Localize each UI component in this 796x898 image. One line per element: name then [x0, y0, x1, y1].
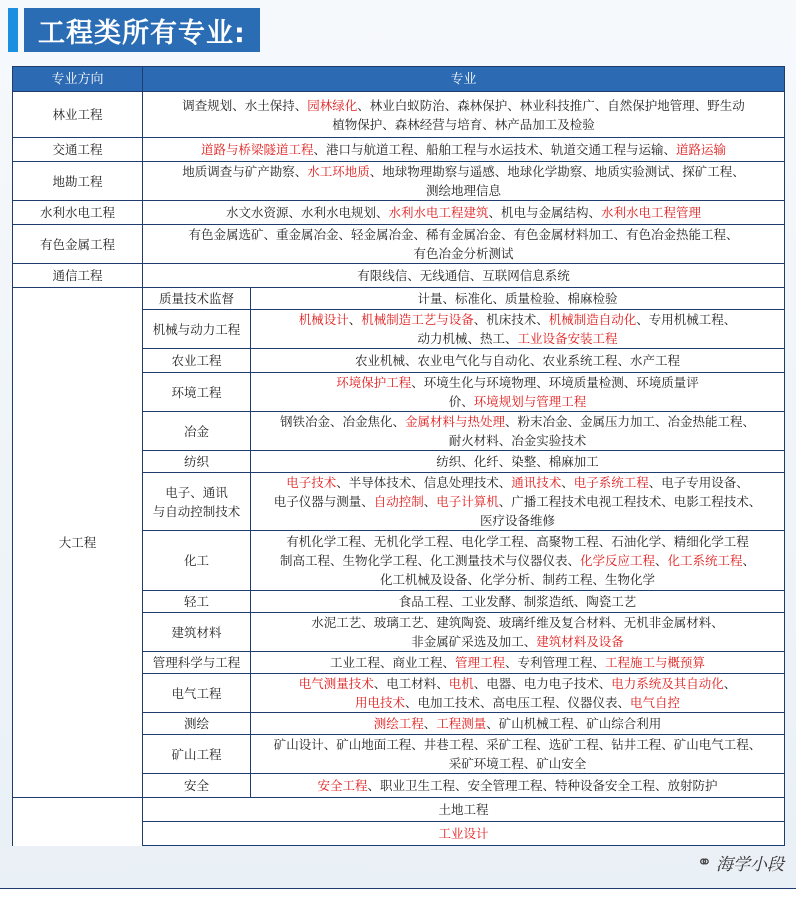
table-row [13, 288, 785, 310]
watermark-text: 海学小段 [716, 855, 784, 875]
major-text: 测绘地理信息 [426, 183, 502, 198]
major-text: 、 [723, 676, 737, 691]
sub-direction-label: 建筑材料 [171, 624, 222, 640]
sub-direction-cell [143, 652, 251, 674]
majors-cell [143, 162, 785, 201]
highlighted-major: 水利水电工程管理 [601, 205, 702, 220]
major-text: 水泥工艺、玻璃工艺、建筑陶瓷、玻璃纤维及复合材料、无机非金属材料、 [311, 615, 724, 630]
majors-cell [251, 774, 785, 798]
major-text: 采矿环境工程、矿山安全 [448, 756, 587, 771]
majors-cell [251, 735, 785, 774]
major-text: 有限线信、无线通信、互联网信息系统 [357, 268, 570, 283]
direction-cell: 地勘工程 [13, 162, 143, 201]
table-row [13, 201, 785, 225]
major-text: 钢铁冶金、冶金焦化、 [279, 414, 405, 429]
major-text: 、半导体技术、信息处理技术、 [336, 475, 512, 490]
majors-cell [251, 652, 785, 674]
highlighted-major: 电力系统及其自动化 [611, 676, 724, 691]
sub-direction-cell [143, 613, 251, 652]
highlighted-major: 电子技术 [286, 475, 337, 490]
direction-cell: 有色金属工程 [13, 225, 143, 264]
highlighted-major: 道路运输 [676, 142, 727, 157]
major-text: 、机电与金属结构、 [488, 205, 602, 220]
majors-cell [143, 264, 785, 288]
major-text: 、地球物理勘察与遥感、地球化学勘察、地质实验测试、探矿工程、 [369, 164, 745, 179]
majors-cell [251, 288, 785, 310]
major-text: 、机床技术、 [473, 312, 549, 327]
majors-cell [251, 451, 785, 473]
direction-cell: 交通工程 [13, 138, 143, 162]
wechat-icon: ⚭ [696, 852, 712, 873]
major-text: 、专用机械工程、 [636, 312, 737, 327]
highlighted-major: 环境规划与管理工程 [473, 394, 587, 409]
major-text: 矿山设计、矿山地面工程、井巷工程、采矿工程、选矿工程、钻井工程、矿山电气工程、 [273, 737, 762, 752]
major-table [12, 66, 785, 846]
table-row [13, 138, 785, 162]
highlighted-major: 通讯技术 [511, 475, 562, 490]
majors-cell [143, 822, 785, 846]
highlighted-major: 安全工程 [317, 778, 368, 793]
majors-cell [143, 201, 785, 225]
highlighted-major: 机械制造工艺与设备 [361, 312, 474, 327]
sub-direction-cell [143, 412, 251, 451]
sub-direction-label: 机械与动力工程 [152, 321, 241, 337]
direction-cell: 水利水电工程 [13, 201, 143, 225]
highlighted-major: 电气自控 [630, 695, 681, 710]
highlighted-major: 工程施工与概预算 [605, 655, 706, 670]
highlighted-major: 水利水电工程建筑 [388, 205, 489, 220]
sub-direction-label: 化工 [183, 553, 209, 568]
sub-direction-cell [143, 774, 251, 798]
highlighted-major: 电子系统工程 [573, 475, 649, 490]
sub-direction-cell [143, 349, 251, 373]
highlighted-major: 电气测量技术 [298, 676, 374, 691]
header-direction: 专业方向 [13, 67, 143, 92]
sub-direction-label: 管理科学与工程 [152, 655, 241, 670]
major-text: 纺织、化纤、染整、棉麻加工 [436, 454, 599, 469]
sub-direction-cell [143, 451, 251, 473]
highlighted-major: 电机 [448, 676, 474, 691]
highlighted-major: 机械制造自动化 [548, 312, 637, 327]
major-text: 土地工程 [438, 802, 489, 817]
direction-cell: 通信工程 [13, 264, 143, 288]
direction-cell [13, 822, 143, 846]
sub-direction-label: 电气工程 [171, 685, 222, 701]
major-text: 、 [561, 475, 574, 490]
majors-cell [143, 798, 785, 822]
sub-direction-cell [143, 591, 251, 613]
major-text: 、电加工技术、高电压工程、仪器仪表、 [405, 695, 631, 710]
major-text: 、港口与航道工程、船舶工程与水运技术、轨道交通工程与运输、 [313, 142, 677, 157]
majors-cell [251, 531, 785, 591]
header-row [13, 67, 785, 92]
majors-cell [251, 591, 785, 613]
table-row [13, 798, 785, 822]
sub-direction-cell [143, 713, 251, 735]
major-text: 有机化学工程、无机化学工程、电化学工程、高聚物工程、石油化学、精细化学工程 [286, 534, 749, 549]
majors-cell [251, 310, 785, 349]
major-text: 工业工程、商业工程、 [329, 655, 455, 670]
majors-cell [251, 373, 785, 412]
sub-direction-label: 环境工程 [171, 384, 222, 400]
major-text: 有色冶金分析测试 [413, 246, 514, 261]
majors-cell [251, 713, 785, 735]
majors-cell [251, 473, 785, 531]
major-text: 、 [348, 312, 362, 327]
table-row [13, 822, 785, 846]
sub-direction-label: 轻工 [183, 594, 209, 609]
table-row [13, 225, 785, 264]
sub-direction-cell [143, 531, 251, 591]
major-text: 、 [423, 716, 437, 731]
highlighted-major: 化工系统工程 [667, 553, 743, 568]
highlighted-major: 工业设计 [438, 826, 489, 841]
highlighted-major: 园林绿化 [307, 97, 358, 113]
sub-direction-label: 矿山工程 [171, 746, 222, 762]
major-text: 、电子专用设备、 [648, 475, 749, 490]
major-text: 植物保护、森林经营与培育、林产品加工及检验 [332, 116, 595, 132]
major-text: 医疗设备维修 [480, 513, 556, 528]
highlighted-major: 机械设计 [298, 312, 349, 327]
majors-cell [251, 674, 785, 713]
direction-cell: 林业工程 [13, 92, 143, 138]
major-text: 、专利管理工程、 [505, 655, 606, 670]
page-title: 工程类所有专业: [24, 8, 260, 52]
major-text: 化工机械及设备、化学分析、制药工程、生物化学 [380, 572, 656, 587]
major-text: 、环境生化与环境物理、环境质量检测、环境质量评 [411, 375, 699, 390]
major-text: 、电器、电力电子技术、 [473, 676, 612, 691]
highlighted-major: 道路与桥梁隧道工程 [200, 142, 314, 157]
sub-direction-cell [143, 288, 251, 310]
majors-cell [143, 225, 785, 264]
direction-cell [13, 798, 143, 822]
header-major: 专业 [143, 67, 785, 92]
major-text: 电子仪器与测量、 [273, 494, 374, 509]
watermark [697, 850, 784, 875]
direction-cell-big: 大工程 [13, 288, 143, 798]
sub-direction-cell [143, 674, 251, 713]
highlighted-major: 测绘工程 [373, 716, 424, 731]
major-text: 水文水资源、水利水电规划、 [225, 205, 389, 220]
highlighted-major: 自动控制 [373, 494, 424, 509]
table-body [13, 92, 785, 846]
major-text: 计量、标准化、质量检验、棉麻检验 [417, 291, 618, 306]
sub-direction-cell [143, 373, 251, 412]
sub-direction-cell [143, 735, 251, 774]
major-text: 农业机械、农业电气化与自动化、农业系统工程、水产工程 [355, 353, 681, 368]
highlighted-major: 建筑材料及设备 [536, 634, 624, 649]
highlighted-major: 化学反应工程 [579, 553, 655, 568]
major-text: 、矿山机械工程、矿山综合利用 [486, 716, 662, 731]
sub-direction-cell [143, 310, 251, 349]
table-row [13, 92, 785, 138]
majors-cell [251, 412, 785, 451]
sub-direction-label: 纺织 [183, 454, 209, 469]
sub-direction-label: 安全 [183, 778, 209, 793]
major-text: 调查规划、水土保持、 [182, 97, 308, 113]
highlighted-major: 工程测量 [436, 716, 487, 731]
title-accent [8, 8, 18, 52]
sub-direction-label: 农业工程 [171, 353, 222, 368]
highlighted-major: 用电技术 [354, 695, 405, 710]
majors-cell [143, 138, 785, 162]
major-text: 非金属矿采选及加工、 [411, 634, 537, 649]
highlighted-major: 管理工程 [454, 655, 505, 670]
major-text: 价、 [448, 394, 474, 409]
sub-direction-label: 与自动控制技术 [152, 503, 241, 519]
sub-direction-label: 电子、通讯 [165, 484, 228, 500]
sub-direction-label: 测绘 [183, 716, 209, 731]
major-text: 食品工程、工业发酵、制浆造纸、陶瓷工艺 [398, 594, 637, 609]
highlighted-major: 电子计算机 [436, 494, 499, 509]
major-text: 、电工材料、 [373, 676, 449, 691]
major-text: 、广播工程技术电视工程技术、电影工程技术、 [498, 494, 762, 509]
major-text: 制高工程、生物化学工程、化工测量技术与仪器仪表、 [279, 553, 580, 568]
major-text: 有色金属选矿、重金属冶金、轻金属冶金、稀有金属冶金、有色金属材料加工、有色冶金热能工程、 [188, 227, 739, 242]
major-text: 、 [742, 553, 756, 568]
majors-cell [251, 349, 785, 373]
majors-cell [251, 613, 785, 652]
highlighted-major: 水工环地质 [307, 164, 370, 179]
highlighted-major: 金属材料与热处理 [405, 414, 506, 429]
major-text: 、粉末冶金、金属压力加工、冶金热能工程、 [505, 414, 756, 429]
table-row [13, 264, 785, 288]
major-text: 地质调查与矿产勘察、 [182, 164, 308, 179]
major-text: 耐火材料、冶金实验技术 [448, 433, 587, 448]
majors-cell [143, 92, 785, 138]
major-text: 动力机械、热工、 [417, 331, 518, 346]
table-row [13, 162, 785, 201]
title-bar [8, 8, 260, 52]
major-text: 、 [655, 553, 668, 568]
highlighted-major: 工业设备安装工程 [517, 331, 618, 346]
highlighted-major: 环境保护工程 [336, 375, 412, 390]
major-text: 、林业白蚁防治、森林保护、林业科技推广、自然保护地管理、野生动 [357, 97, 745, 113]
major-text: 、职业卫生工程、安全管理工程、特种设备安全工程、放射防护 [367, 778, 718, 793]
major-text: 、 [423, 494, 437, 509]
sub-direction-label: 冶金 [183, 423, 209, 439]
sub-direction-label: 质量技术监督 [158, 291, 234, 306]
sub-direction-cell [143, 473, 251, 531]
